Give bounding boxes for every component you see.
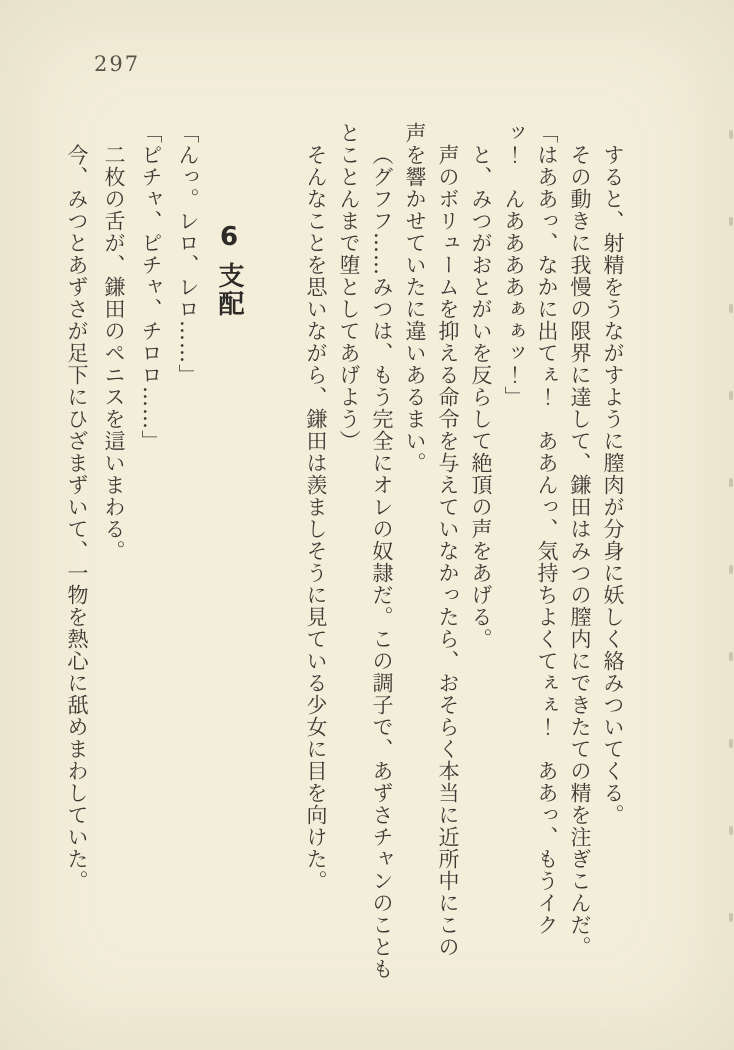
text-line-dialogue: 「んっ。レロ、レロ……」 <box>176 122 200 386</box>
text-line-dialogue: 「ピチャ、ピチャ、チロロ……」 <box>139 122 163 452</box>
scan-speck <box>729 130 733 139</box>
scan-speck <box>729 913 733 922</box>
scan-speck <box>729 565 733 574</box>
chapter-title: 支配 <box>214 262 244 318</box>
text-line: そんなことを思いながら、鎌田は羨ましそうに見ている少女に目を向けた。 <box>304 144 328 892</box>
scan-speck <box>729 391 733 400</box>
chapter-heading <box>214 122 244 984</box>
text-line: 二枚の舌が、鎌田のペニスを這いまわる。 <box>102 144 126 562</box>
scan-speck <box>729 826 733 835</box>
text-line: すると、射精をうながすように膣肉が分身に妖しく絡みついてくる。 <box>601 144 625 826</box>
text-line: 今、みつとあずさが足下にひざまずいて、一物を熱心に舐めまわしていた。 <box>65 144 89 892</box>
scan-speck <box>729 652 733 661</box>
scan-speck <box>729 739 733 748</box>
page-number: 297 <box>94 52 141 76</box>
scan-speck <box>729 478 733 487</box>
text-line: 声を響かせていたに違いあるまい。 <box>403 122 427 474</box>
scan-speck <box>729 304 733 313</box>
chapter-number: 6 <box>214 222 244 254</box>
text-line: 声のボリュームを抑える命令を与えていなかったら、おそらく本当に近所中にこの <box>436 144 460 958</box>
vertical-text-block <box>58 122 629 984</box>
text-line: その動きに我慢の限界に達して、鎌田はみつの膣内にできたての精を注ぎこんだ。 <box>568 144 592 958</box>
text-line-dialogue: 「はああっ、なかに出てぇ！ ああんっ、気持ちよくてぇぇ！ ああっ、もうイク <box>535 122 559 936</box>
text-line-thought: とことんまで堕としてあげよう） <box>337 122 361 452</box>
text-line-dialogue: ッ！ んああああぁぁッ！」 <box>502 122 526 408</box>
scan-speck <box>729 217 733 226</box>
text-line-thought: （グフフ……みつは、もう完全にオレの奴隷だ。この調子で、あずさチャンのことも <box>370 144 394 980</box>
text-line: と、みつがおとがいを反らして絶頂の声をあげる。 <box>469 144 493 650</box>
